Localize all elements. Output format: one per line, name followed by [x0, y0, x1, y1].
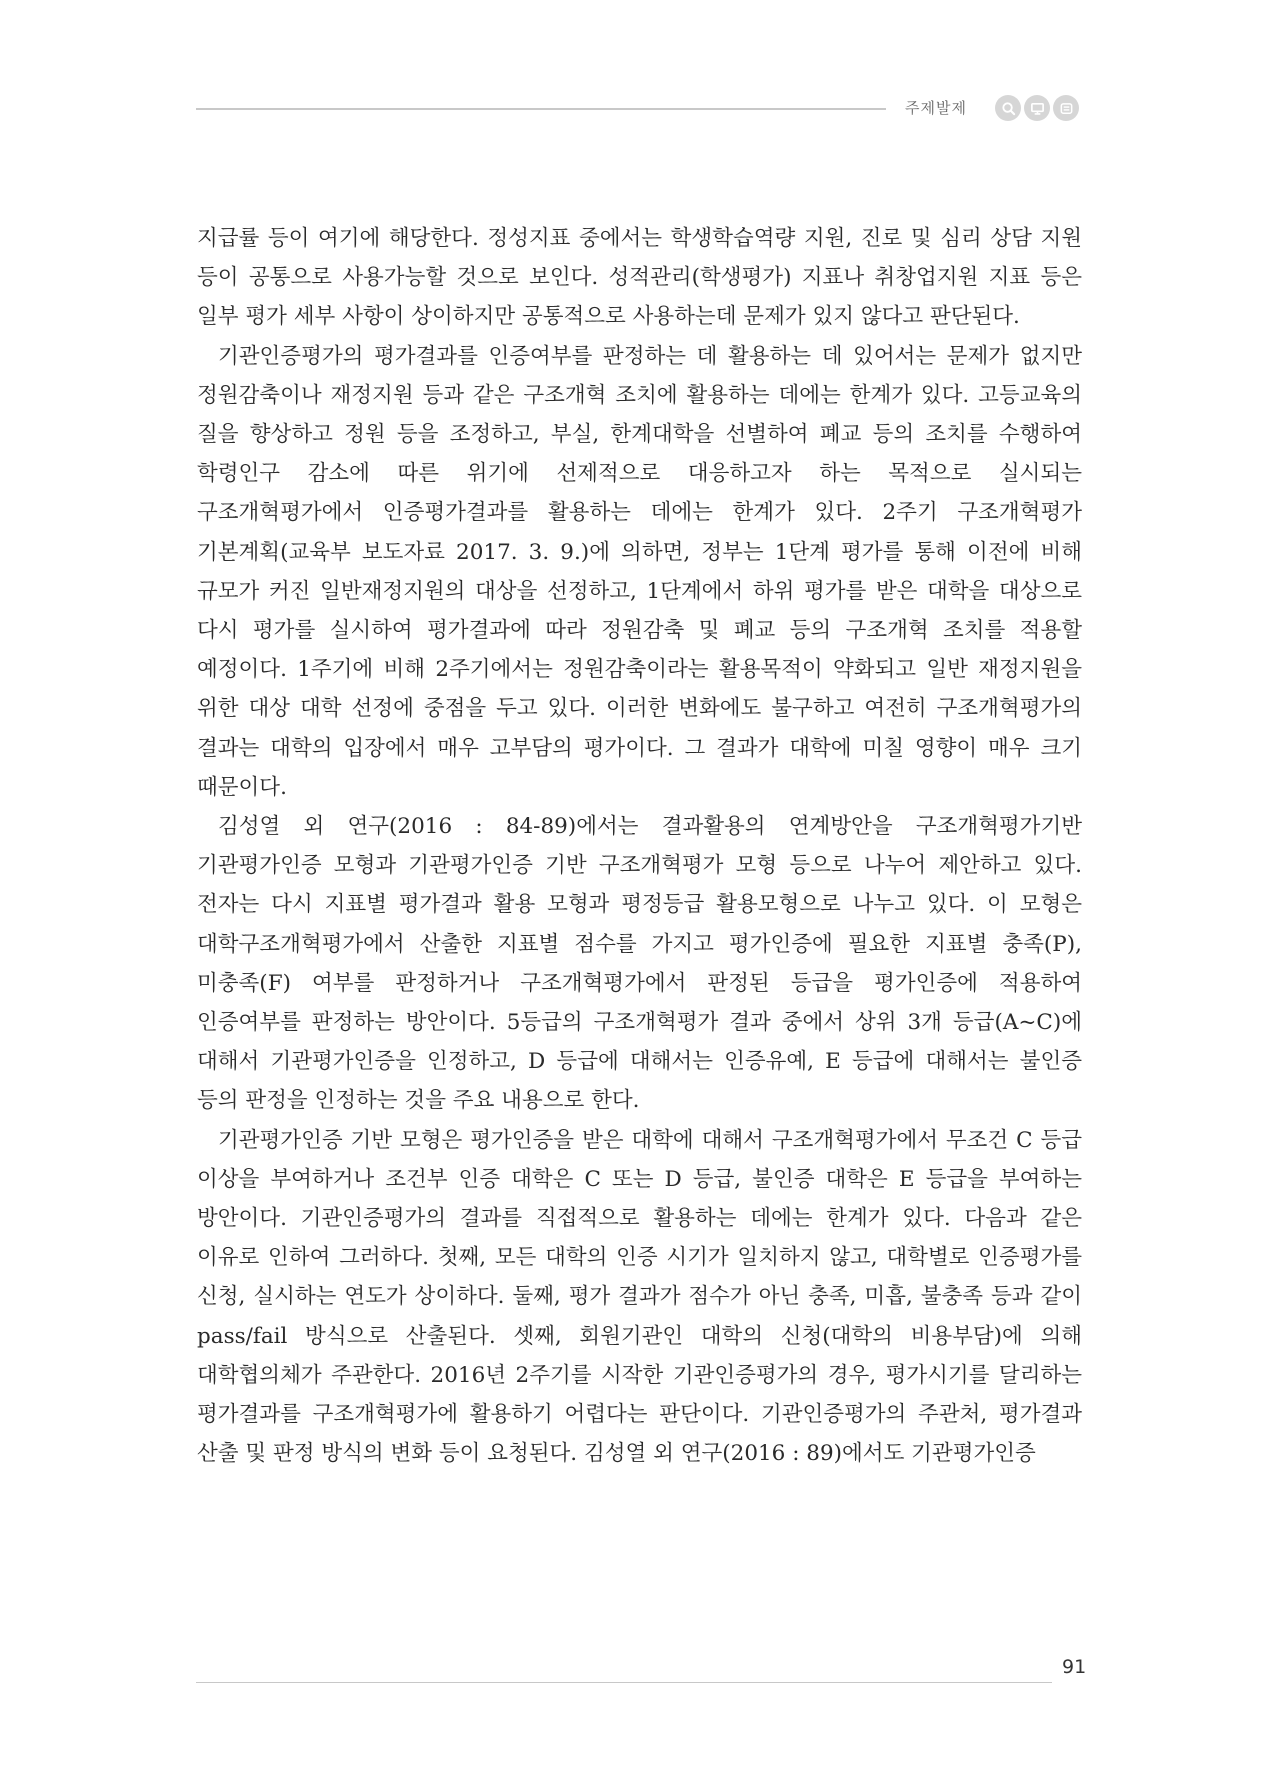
- monitor-icon: [1024, 95, 1050, 121]
- body-text: [197, 219, 1082, 1474]
- paragraph-2: 기관인증평가의 평가결과를 인증여부를 판정하는 데 활용하는 데 있어서는 문제가 없지만 정원감축이나 재정지원 등과 같은 구조개혁 조치에 활용하는 데에는 한계가 있다. 고등교육의 질을 향상하고 정원 등을 조정하고, 부실, 한계대학을 선별하여 폐교 등의 조치를 수행하여 학령인구 감소에 따른 위기에 선제적으로 대응하고자 하는 목적으로 실시되는 구조개혁평가에서 인증평가결과를 활용하는 데에는 한계가 있다. 2주기 구조개혁평가 기본계획(교육부 보도자료 2017. 3. 9.)에 의하면, 정부는 1단계 평가를 통해 이전에 비해 규모가 커진 일반재정지원의 대상을 선정하고, 1단계에서 하위 평가를 받은 대학을 대상으로 다시 평가를 실시하여 평가결과에 따라 정원감축 및 폐교 등의 구조개혁 조치를 적용할 예정이다. 1주기에 비해 2주기에서는 정원감축이라는 활용목적이 약화되고 일반 재정지원을 위한 대상 대학 선정에 중점을 두고 있다. 이러한 변화에도 불구하고 여전히 구조개혁평가의 결과는 대학의 입장에서 매우 고부담의 평가이다. 그 결과가 대학에 미칠 영향이 매우 크기 때문이다.: [197, 343, 1082, 800]
- header-rule: [196, 108, 886, 110]
- page-number: 91: [1062, 1656, 1087, 1678]
- paragraph-1: 지급률 등이 여기에 해당한다. 정성지표 중에서는 학생학습역량 지원, 진로 및 심리 상담 지원 등이 공통으로 사용가능할 것으로 보인다. 성적관리(학생평가) 지표나 취창업지원 지표 등은 일부 평가 세부 사항이 상이하지만 공통적으로 사용하는데 문제가 있지 않다고 판단된다.: [197, 226, 1082, 330]
- paragraph-4: 기관평가인증 기반 모형은 평가인증을 받은 대학에 대해서 구조개혁평가에서 무조건 C 등급 이상을 부여하거나 조건부 인증 대학은 C 또는 D 등급, 불인증 대학은 E 등급을 부여하는 방안이다. 기관인증평가의 결과를 직접적으로 활용하는 데에는 한계가 있다. 다음과 같은 이유로 인하여 그러하다. 첫째, 모든 대학의 인증 시기가 일치하지 않고, 대학별로 인증평가를 신청, 실시하는 연도가 상이하다. 둘째, 평가 결과가 점수가 아닌 충족, 미흡, 불충족 등과 같이 pass/fail 방식으로 산출된다. 셋째, 회원기관인 대학의 신청(대학의 비용부담)에 의해 대학협의체가 주관한다. 2016년 2주기를 시작한 기관인증평가의 경우, 평가시기를 달리하는 평가결과를 구조개혁평가에 활용하기 어렵다는 판단이다. 기관인증평가의 주관처, 평가결과 산출 및 판정 방식의 변화 등이 요청된다. 김성열 외 연구(2016 : 89)에서도 기관평가인증: [197, 1127, 1082, 1467]
- section-label: 주제발제: [905, 99, 967, 117]
- header-icon-group: [995, 95, 1079, 121]
- footer-rule: [196, 1682, 1052, 1683]
- paragraph-3: 김성열 외 연구(2016 : 84-89)에서는 결과활용의 연계방안을 구조개혁평가기반 기관평가인증 모형과 기관평가인증 기반 구조개혁평가 모형 등으로 나누어 제안하고 있다. 전자는 다시 지표별 평가결과 활용 모형과 평정등급 활용모형으로 나누고 있다. 이 모형은 대학구조개혁평가에서 산출한 지표별 점수를 가지고 평가인증에 필요한 지표별 충족(P), 미충족(F) 여부를 판정하거나 구조개혁평가에서 판정된 등급을 평가인증에 적용하여 인증여부를 판정하는 방안이다. 5등급의 구조개혁평가 결과 중에서 상위 3개 등급(A~C)에 대해서 기관평가인증을 인정하고, D 등급에 대해서는 인증유예, E 등급에 대해서는 불인증 등의 판정을 인정하는 것을 주요 내용으로 한다.: [197, 814, 1082, 1114]
- list-icon: [1053, 95, 1079, 121]
- search-icon: [995, 95, 1021, 121]
